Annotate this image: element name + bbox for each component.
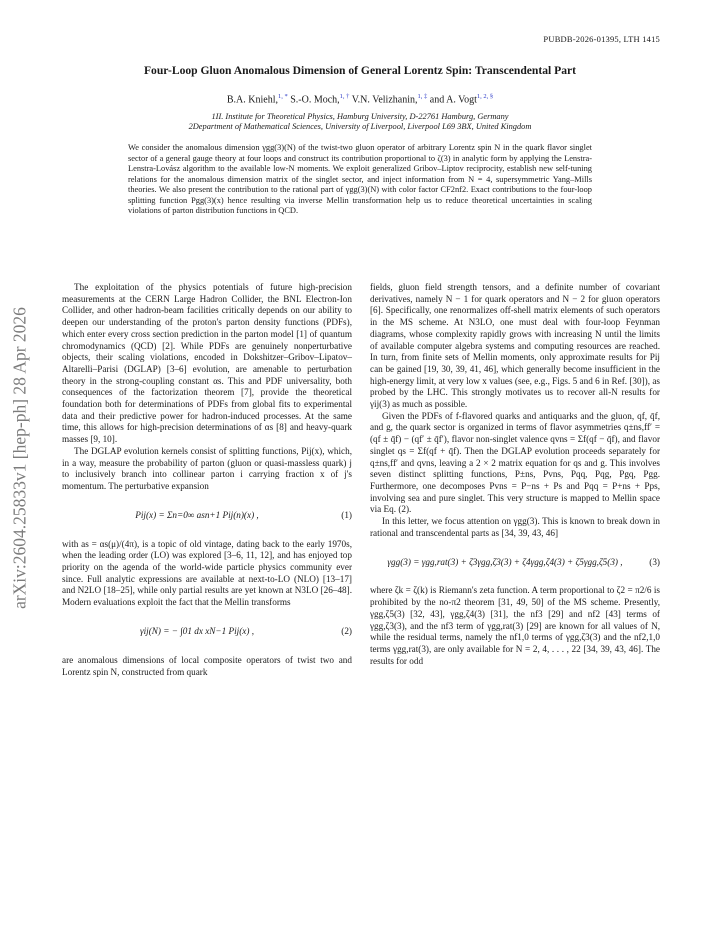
equation-2 — [62, 618, 352, 646]
equation-body: γij(N) = − ∫01 dx xN−1 Pij(x) , — [139, 626, 255, 637]
paragraph: with as = αs(μ)/(4π), is a topic of old vintage, dating back to the early 1970s, when the leading order (LO) was explored [3–6, 11, 12], and has enjoyed top priority on the agenda of the world-wide particle physics community ever since. Full analytic expressions are available at next-to-LO (NLO) [13–17] and N2LO [18–25], while only partial results are yet known at N3LO [26–48]. Modern evaluations exploit the fact that the Mellin transforms — [62, 538, 352, 608]
author-list — [0, 93, 720, 105]
author-name: B.A. Kniehl, — [226, 94, 278, 106]
author-name: V.N. Velizhanin, — [351, 94, 418, 106]
equation-number: (3) — [649, 556, 660, 567]
paper-title: Four-Loop Gluon Anomalous Dimension of General Lorentz Spin: Transcendental Part — [143, 64, 577, 77]
affiliations — [0, 112, 720, 133]
arxiv-stamp-text: arXiv:2604.25833v1 [hep-ph] 28 Apr 2026 — [9, 307, 30, 609]
arxiv-side-stamp — [8, 238, 32, 678]
author-marks: 1, * — [277, 93, 288, 100]
paragraph: fields, gluon field strength tensors, and a definite number of covariant derivatives, namely N − 1 for quark operators and N − 2 for gluon operators [6]. Specifically, one renormalizes off-shell matrix elements of such operators in the MS scheme. At N3LO, one must deal with four-loop Feynman diagrams, whose complexity rapidly grows with increasing N until the limits of available computer algebra systems and computing resources are reached. In turn, from finite sets of Mellin moments, only approximate results for Pij can be gained [19, 30, 39, 41, 46], which generally become insufficient in the high-energy limit, at very low x values (see, e.g., Figs. 5 and 6 in Ref. [30]), as probed by the LHC. This strongly motivates us to recover all-N results for γij(3) as much as possible. — [370, 282, 660, 410]
left-column — [62, 282, 352, 678]
equation-3 — [370, 548, 660, 576]
author-name: and A. Vogt — [429, 94, 477, 106]
paragraph: The DGLAP evolution kernels consist of splitting functions, Pij(x), which, in a way, measure the probability of parton (gluon or quasi-massless quark) j to inclusively branch into collinear parton i carrying fraction x of j's momentum. The perturbative expansion — [62, 445, 352, 491]
equation-number: (2) — [341, 626, 352, 637]
abstract: We consider the anomalous dimension γgg(3)(N) of the twist-two gluon operator of arbitrary Lorentz spin N in the quark flavor singlet sector of a general gauge theory at four loops and construct its contribution proportional to ζ(3) in analytic form by applying the Lenstra-Lenstra-Lovász algorithm to the available low-N moments. We exploit generalized Gribov–Liptov reciprocity, establish new self-tuning relations for the anomalous dimension matrix of the singlet sector, and inject information from N = 4, supersymmetric Yang–Mills theories. We also present the contribution to the rational part of γgg(3)(N) with color factor CF2nf2. Exact contributions to the four-loop splitting function Pgg(3)(x) hence resulting via inverse Mellin transformation help us to reduce theoretical uncertainties in scaling violations of parton distribution functions in QCD. — [128, 143, 592, 215]
affiliation-line: 2Department of Mathematical Sciences, University of Liverpool, Liverpool L69 3BX, United Kingdom — [188, 122, 532, 132]
author-marks: 1, ‡ — [417, 93, 428, 100]
right-column — [370, 282, 660, 667]
paragraph: are anomalous dimensions of local composite operators of twist two and Lorentz spin N, constructed from quark — [62, 654, 352, 677]
equation-number: (1) — [341, 509, 352, 520]
paragraph: Given the PDFs of f-flavored quarks and antiquarks and the gluon, qf, q̄f, and g, the quark sector is organized in terms of flavor asymmetries q±ns,ff′ = (qf ± q̄f) − (qf′ ± q̄f′), flavor non-singlet valence qvns = Σf(qf − q̄f), and flavor singlet qs = Σf(qf + q̄f). Then the DGLAP evolution proceeds separately for q±ns,ff′ and qvns, leaving a 2 × 2 matrix equation for qs and g. This involves seven distinct splitting functions, P±ns, Pvns, Pqq, Pqg, Pgq, Pgg. Furthermore, one decomposes Pvns = P−ns + Ps and Pqq = P+ns + Pps, involving sea and pure singlet. This very structure is mapped to Mellin space via Eq. (2). — [370, 410, 660, 515]
author-marks: 1, † — [339, 93, 350, 100]
equation-1 — [62, 502, 352, 530]
author-marks: 1, 2, § — [476, 93, 494, 100]
author-name: S.-O. Moch, — [290, 94, 340, 106]
paragraph: In this letter, we focus attention on γgg(3). This is known to break down in rational and transcendental parts as [34, 39, 43, 46] — [370, 516, 660, 538]
paragraph: The exploitation of the physics potentials of future high-precision measurements at the CERN Large Hadron Collider, the BNL Electron-Ion Collider, and other hadron-beam facilities critically depends on our ability to deepen our understanding of the proton's parton density functions (PDFs), which enter every cross section prediction in the parton model [1] of quantum chromodynamics (QCD) [2]. While PDFs are genuinely nonperturbative objects, their scaling violations, encoded in Dokshitzer–Gribov–Lipatov–Altarelli–Parisi (DGLAP) [3–6] evolution, are amenable to perturbation theory in the strong-coupling constant αs. This and PDF universality, both consequences of the factorization theorem [7], provide the theoretical foundation both for determinations of PDFs from global fits to experimental data and their predictive power for hadron-induced processes. At the same time, this allows for high-precision determinations of αs [8] and heavy-quark masses [9, 10]. — [62, 282, 352, 445]
equation-body: Pij(x) = Σn=0∞ asn+1 Pij(n)(x) , — [135, 509, 259, 520]
affiliation-line: 1II. Institute for Theoretical Physics, Hamburg University, D-22761 Hamburg, Germany — [211, 112, 509, 121]
report-number: PUBDB-2026-01395, LTH 1415 — [543, 34, 660, 44]
paragraph: where ζk = ζ(k) is Riemann's zeta function. A term proportional to ζ2 = π2/6 is prohibited by the no-π2 theorem [31, 49, 50] of the MS scheme. Presently, γgg,ζ5(3) [32, 43], γgg,ζ4(3) [31], the nf3 [29] and nf2 [43] terms of γgg,ζ3(3), and the nf3 term of γgg,rat(3) [29] are known for all values of N, while the residual terms, namely the nf1,0 terms of γgg,ζ3(3) and the nf2,1,0 terms γgg,rat(3), are only available for N = 2, 4, . . . , 22 [34, 39, 43, 46]. The results for odd — [370, 585, 660, 666]
equation-body: γgg(3) = γgg,rat(3) + ζ3γgg,ζ3(3) + ζ4γgg,ζ4(3) + ζ5γgg,ζ5(3) , — [387, 556, 623, 567]
